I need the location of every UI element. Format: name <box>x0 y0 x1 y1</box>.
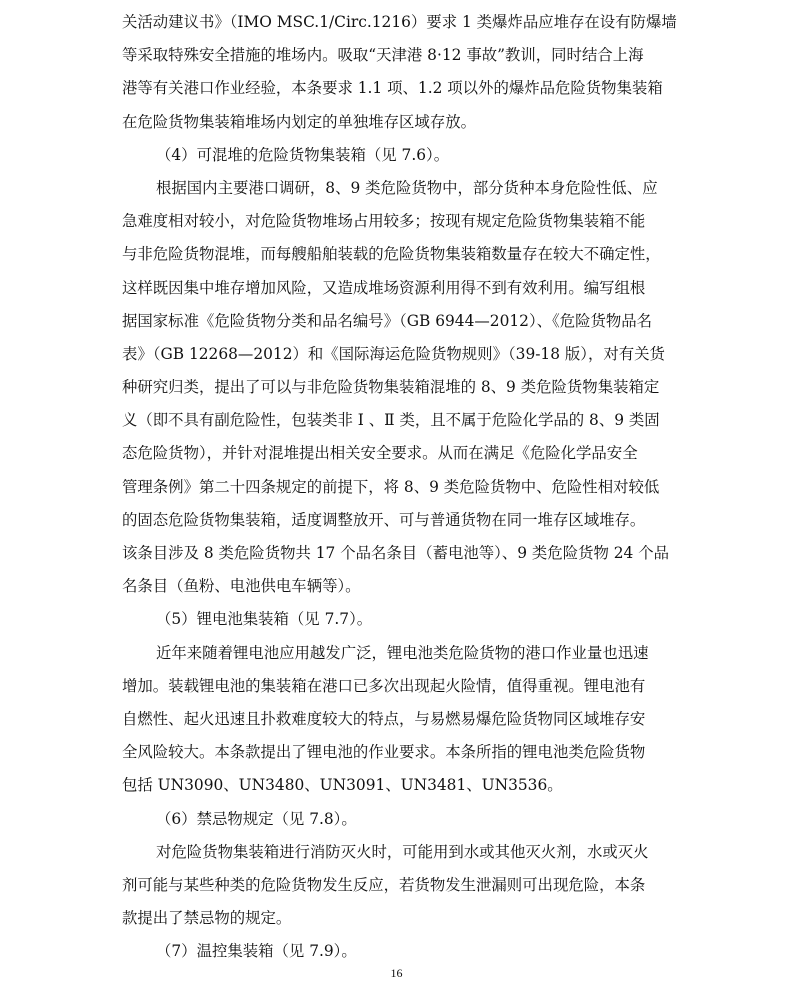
paragraph <box>122 935 680 968</box>
paragraph-line: 名条目（鱼粉、电池供电车辆等）。 <box>122 577 361 596</box>
paragraph-line: 态危险货物），并针对混堆提出相关安全要求。从而在满足《危险化学品安全 <box>122 444 638 463</box>
paragraph <box>122 603 680 636</box>
paragraph-line: 增加。装载锂电池的集装箱在港口已多次出现起火险情，值得重视。锂电池有 <box>122 676 646 695</box>
paragraph <box>122 139 680 172</box>
paragraph-line: 自燃性、起火迅速且扑救难度较大的特点，与易燃易爆危险货物同区域堆存安 <box>122 709 646 728</box>
paragraph-line: 的固态危险货物集装箱，适度调整放开、可与普通货物在同一堆存区域堆存。 <box>122 510 646 529</box>
paragraph-first-line: 根据国内主要港口调研，8、9 类危险货物中，部分货种本身危险性低、应 <box>156 178 658 197</box>
paragraph-first-line: （7）温控集装箱（见 7.9）。 <box>156 942 357 961</box>
paragraph-line: 种研究归类，提出了可以与非危险货物集装箱混堆的 8、9 类危险货物集装箱定 <box>122 378 660 397</box>
paragraph <box>122 803 680 836</box>
paragraph-line: 港等有关港口作业经验，本条要求 1.1 项、1.2 项以外的爆炸品危险货物集装箱 <box>122 79 663 98</box>
paragraph-line: 剂可能与某些种类的危险货物发生反应，若货物发生泄漏则可出现危险，本条 <box>122 875 646 894</box>
paragraph <box>122 6 680 139</box>
paragraph-line: 这样既因集中堆存增加风险，又造成堆场资源利用得不到有效利用。编写组根 <box>122 278 646 297</box>
paragraph-first-line: 近年来随着锂电池应用越发广泛，锂电池类危险货物的港口作业量也迅速 <box>156 643 649 662</box>
paragraph-first-line: 关活动建议书》（IMO MSC.1/Circ.1216）要求 1 类爆炸品应堆存在设有防爆墙 <box>122 13 677 31</box>
paragraph-line: 全风险较大。本条款提出了锂电池的作业要求。本条所指的锂电池类危险货物 <box>122 743 646 762</box>
paragraph-line: 据国家标准《危险货物分类和品名编号》（GB 6944—2012）、《危险货物品名 <box>122 311 653 330</box>
paragraph-first-line: （5）锂电池集装箱（见 7.7）。 <box>156 610 373 629</box>
paragraph-line: 与非危险货物混堆，而每艘船舶装载的危险货物集装箱数量存在较大不确定性， <box>122 245 661 264</box>
paragraph-line: 急难度相对较小，对危险货物堆场占用较多；按现有规定危险货物集装箱不能 <box>122 212 646 231</box>
paragraph-first-line: （6）禁忌物规定（见 7.8）。 <box>156 809 357 828</box>
paragraph <box>122 836 680 936</box>
paragraph-line: 管理条例》第二十四条规定的前提下，将 8、9 类危险货物中、危险性相对较低 <box>122 477 660 496</box>
paragraph-line: 义（即不具有副危险性，包装类非 Ⅰ 、Ⅱ 类，且不属于危险化学品的 8、9 类固 <box>122 411 660 430</box>
paragraph-line: 款提出了禁忌物的规定。 <box>122 909 292 928</box>
paragraph-line: 包括 UN3090、UN3480、UN3091、UN3481、UN3536。 <box>122 776 563 795</box>
paragraph-line: 该条目涉及 8 类危险货物共 17 个品名条目（蓄电池等）、9 类危险货物 24 个品 <box>122 544 670 562</box>
paragraph-line: 等采取特殊安全措施的堆场内。吸取“天津港 8·12 事故”教训，同时结合上海 <box>122 46 644 65</box>
paragraph-line: 在危险货物集装箱堆场内划定的单独堆存区域存放。 <box>122 112 476 131</box>
page-number: 16 <box>390 966 403 980</box>
paragraph <box>122 172 680 603</box>
paragraph-first-line: 对危险货物集装箱进行消防灭火时，可能用到水或其他灭火剂，水或灭火 <box>156 842 649 861</box>
document-body <box>122 6 680 968</box>
paragraph-first-line: （4）可混堆的危险货物集装箱（见 7.6）。 <box>156 145 450 164</box>
paragraph <box>122 637 680 803</box>
paragraph-line: 表》（GB 12268—2012）和《国际海运危险货物规则》（39-18 版），对有关货 <box>122 344 665 363</box>
